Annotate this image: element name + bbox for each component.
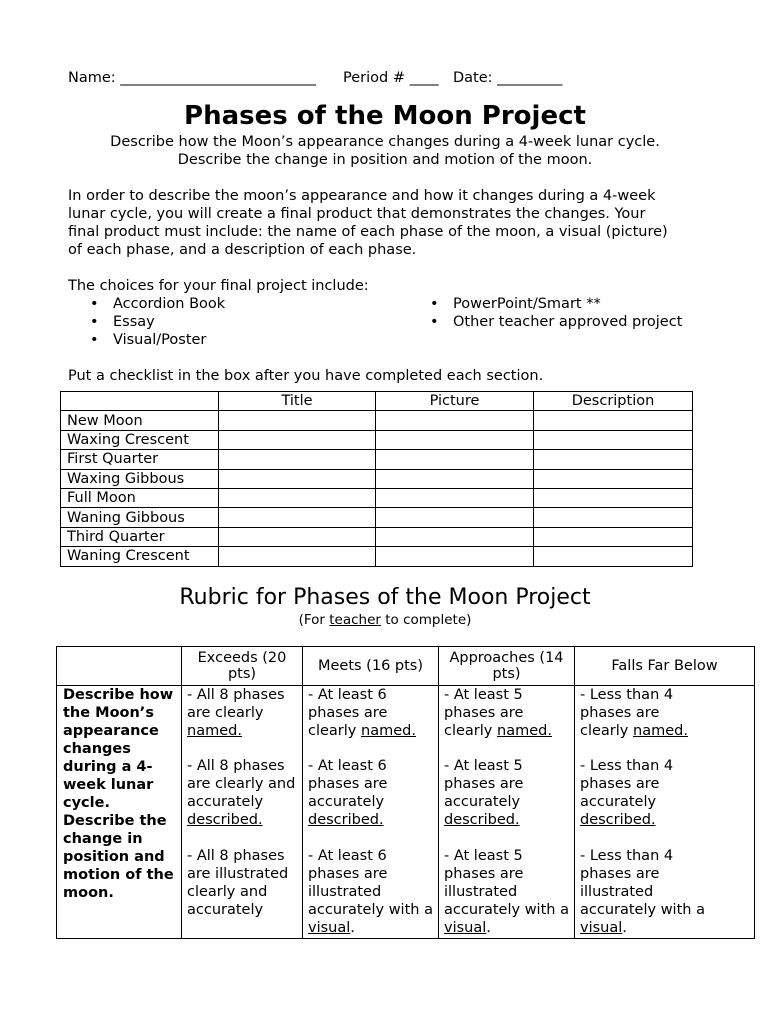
check-cell[interactable] (534, 469, 693, 488)
check-cell[interactable] (376, 469, 534, 488)
approaches-described: - At least 5 phases are accurately described. (444, 758, 524, 828)
rubric-approaches-cell (439, 686, 575, 939)
falls-illustrated: - Less than 4 phases are illustrated accurately with a visual. (580, 848, 705, 936)
rubric-title: Rubric for Phases of the Moon Project (179, 585, 591, 610)
objective-1: Describe how the Moon’s appearance changes during a 4-week lunar cycle. (110, 134, 660, 150)
bullet-icon: • (90, 314, 99, 330)
check-cell[interactable] (534, 547, 693, 566)
rubric-header-row (57, 647, 755, 686)
approaches-illustrated: - At least 5 phases are illustrated accurately with a visual. (444, 848, 569, 936)
rubric-header-falls: Falls Far Below (575, 647, 755, 686)
check-cell[interactable] (376, 430, 534, 449)
falls-described: - Less than 4 phases are accurately described. (580, 758, 674, 828)
phase-first-quarter: First Quarter (61, 450, 219, 469)
subtitle-teacher: teacher (329, 612, 381, 628)
checklist-header-row (61, 392, 693, 411)
rubric-exceeds-cell (182, 686, 303, 939)
subtitle-pre: (For (298, 612, 330, 628)
checklist-corner (61, 392, 219, 411)
phase-third-quarter: Third Quarter (61, 527, 219, 546)
meets-illustrated: - At least 6 phases are illustrated accurately with a visual. (308, 848, 433, 936)
check-cell[interactable] (219, 508, 376, 527)
table-row (61, 547, 693, 566)
check-cell[interactable] (534, 508, 693, 527)
phase-waxing-gibbous: Waxing Gibbous (61, 469, 219, 488)
checklist-table (60, 391, 693, 567)
table-row (61, 488, 693, 507)
intro-line-2: lunar cycle, you will create a final product that demonstrates the changes. Your (68, 206, 646, 222)
page-title: Phases of the Moon Project (184, 101, 586, 131)
choice-essay: Essay (113, 314, 155, 330)
table-row (61, 527, 693, 546)
table-row (61, 450, 693, 469)
phase-new-moon: New Moon (61, 411, 219, 430)
intro-line-3: final product must include: the name of each phase of the moon, a visual (picture) (68, 224, 668, 240)
exceeds-illustrated: - All 8 phases are illustrated clearly and accurately (187, 848, 289, 918)
check-cell[interactable] (534, 527, 693, 546)
check-cell[interactable] (219, 469, 376, 488)
bullet-icon: • (430, 314, 439, 330)
checklist-instruction: Put a checklist in the box after you have completed each section. (68, 368, 544, 384)
rubric-falls-cell (575, 686, 755, 939)
check-cell[interactable] (376, 508, 534, 527)
check-cell[interactable] (376, 527, 534, 546)
check-cell[interactable] (376, 547, 534, 566)
rubric-header-exceeds: Exceeds (20 pts) (182, 647, 303, 686)
check-cell[interactable] (376, 411, 534, 430)
rubric-header-approaches: Approaches (14 pts) (439, 647, 575, 686)
phase-waning-gibbous: Waning Gibbous (61, 508, 219, 527)
checklist-header-title: Title (219, 392, 376, 411)
choice-visual-poster: Visual/Poster (113, 332, 207, 348)
check-cell[interactable] (219, 527, 376, 546)
check-cell[interactable] (534, 488, 693, 507)
objective-2: Describe the change in position and motion of the moon. (177, 152, 593, 168)
check-cell[interactable] (219, 411, 376, 430)
rubric-corner (57, 647, 182, 686)
rubric-table (56, 646, 755, 939)
exceeds-described: - All 8 phases are clearly and accurately described. (187, 758, 296, 828)
meets-named: - At least 6 phases are clearly named. (308, 687, 416, 739)
choices-intro: The choices for your final project include: (68, 278, 369, 294)
check-cell[interactable] (376, 488, 534, 507)
check-cell[interactable] (219, 488, 376, 507)
falls-named: - Less than 4 phases are clearly named. (580, 687, 688, 739)
check-cell[interactable] (534, 411, 693, 430)
bullet-icon: • (90, 332, 99, 348)
phase-waning-crescent: Waning Crescent (61, 547, 219, 566)
checklist-header-description: Description (534, 392, 693, 411)
table-row (61, 508, 693, 527)
phase-full-moon: Full Moon (61, 488, 219, 507)
date-line: Date: _________ (453, 70, 563, 86)
table-row (61, 411, 693, 430)
bullet-icon: • (430, 296, 439, 312)
table-row (61, 430, 693, 449)
check-cell[interactable] (534, 430, 693, 449)
choice-accordion-book: Accordion Book (113, 296, 226, 312)
intro-line-4: of each phase, and a description of each phase. (68, 242, 417, 258)
phase-waxing-crescent: Waxing Crescent (61, 430, 219, 449)
intro-line-1: In order to describe the moon’s appearance and how it changes during a 4-week (68, 188, 656, 204)
period-line: Period # ____ (343, 70, 439, 86)
rubric-row (57, 686, 755, 939)
rubric-subtitle (0, 612, 770, 628)
subtitle-post: to complete) (380, 612, 472, 628)
rubric-header-meets: Meets (16 pts) (303, 647, 439, 686)
table-row (61, 469, 693, 488)
rubric-meets-cell (303, 686, 439, 939)
bullet-icon: • (90, 296, 99, 312)
check-cell[interactable] (219, 430, 376, 449)
choice-other: Other teacher approved project (453, 314, 683, 330)
approaches-named: - At least 5 phases are clearly named. (444, 687, 552, 739)
check-cell[interactable] (534, 450, 693, 469)
choice-powerpoint: PowerPoint/Smart ** (453, 296, 601, 312)
check-cell[interactable] (219, 450, 376, 469)
check-cell[interactable] (376, 450, 534, 469)
check-cell[interactable] (219, 547, 376, 566)
meets-described: - At least 6 phases are accurately described. (308, 758, 388, 828)
exceeds-named: - All 8 phases are clearly named. (187, 687, 285, 739)
checklist-header-picture: Picture (376, 392, 534, 411)
rubric-criteria: Describe how the Moon’s appearance changes during a 4-week lunar cycle. Describe the change in position and motion of the moon. (57, 686, 182, 939)
name-line: Name: ___________________________ (68, 70, 317, 86)
